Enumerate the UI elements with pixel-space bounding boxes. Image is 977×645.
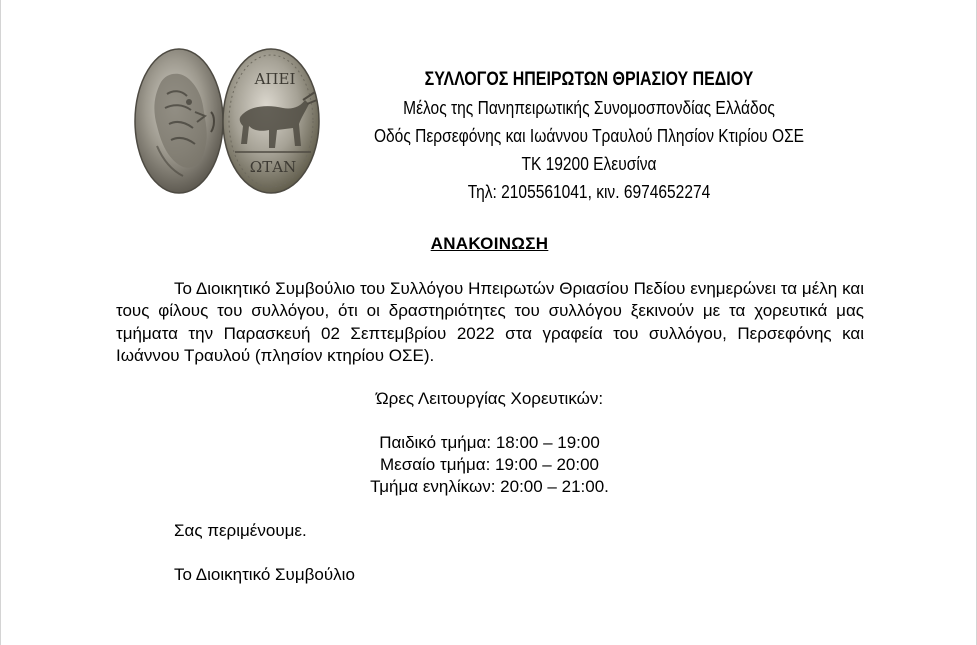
membership-line: Μέλος της Πανηπειρωτικής Συνομοσπονδίας Ελλάδος <box>403 97 775 118</box>
phone-line: Τηλ: 2105561041, κιν. 6974652274 <box>467 181 711 202</box>
hours-children: Παιδικό τμήμα: 18:00 – 19:00 <box>379 433 600 452</box>
coin-zeus-icon <box>135 49 223 193</box>
coin-bull-icon <box>223 49 319 193</box>
hours-intermediate: Μεσαίο τμήμα: 19:00 – 20:00 <box>379 455 600 475</box>
ancient-coins-logo <box>131 42 327 198</box>
signature-line: Το Διοικητικό Συμβούλιο <box>174 565 355 584</box>
hours-list <box>1 432 977 499</box>
organization-name: ΣΥΛΛΟΓΟΣ ΗΠΕΙΡΩΤΩΝ ΘΡΙΑΣΙΟΥ ΠΕΔΙΟΥ <box>424 69 754 90</box>
svg-text:ΑΠΕΙ: ΑΠΕΙ <box>254 70 296 88</box>
address-line: Οδός Περσεφόνης και Ιωάννου Τραυλού Πλησίον Κτιρίου ΟΣΕ ΤΚ 19200 Ελευσίνα <box>373 125 805 174</box>
svg-text:ΩΤΑΝ: ΩΤΑΝ <box>249 158 297 176</box>
closing-line: Σας περιμένουμε. <box>174 521 307 540</box>
letterhead <box>369 66 809 206</box>
hours-adults: Τμήμα ενηλίκων: 20:00 – 21:00. <box>370 477 609 497</box>
announcement-body: Το Διοικητικό Συμβούλιο του Συλλόγου Ηπειρωτών Θριασίου Πεδίου ενημερώνει τα μέλη και τους φίλους του συλλόγου, ότι οι δραστηριότητες του συλλόγου ξεκινούν με τα χορευτικά μας τμήματα την Παρασκευή 02 Σεπτεμβρίου 2022 στα γραφεία του συλλόγου, Περσεφόνης και Ιωάννου Τραυλού (πλησίον κτηρίου ΟΣΕ). <box>116 279 864 365</box>
hours-heading: Ώρες Λειτουργίας Χορευτικών: <box>375 389 604 408</box>
announcement-title: ΑΝΑΚΟΙΝΩΣΗ <box>430 234 549 253</box>
